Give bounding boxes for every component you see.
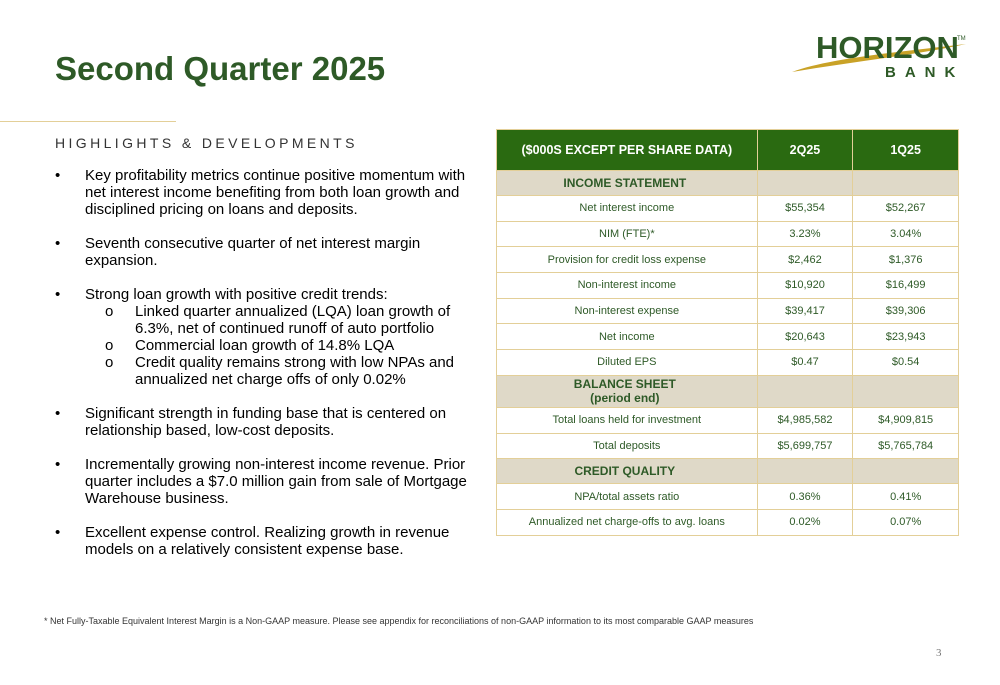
list-item-text: Incrementally growing non-interest income revenue. Prior quarter includes a $7.0 million gain from sale of Mortgage Warehouse business. (85, 456, 467, 507)
header-divider (0, 121, 176, 122)
table-row (497, 273, 959, 299)
sub-list-item (85, 354, 485, 388)
highlights-heading: HIGHLIGHTS & DEVELOPMENTS (55, 135, 358, 151)
financial-summary-table (496, 129, 959, 536)
cell-1q25: $4,909,815 (853, 407, 959, 433)
table-row (497, 324, 959, 350)
table-row (497, 509, 959, 535)
section-row-income-statement (497, 171, 959, 196)
bullet-icon: • (55, 456, 61, 473)
sub-list-item-text: Credit quality remains strong with low NPAs and annualized net charge offs of only 0.02% (135, 354, 455, 388)
row-label: Provision for credit loss expense (497, 247, 758, 273)
bullet-icon: • (55, 235, 61, 252)
list-item-text: Excellent expense control. Realizing growth in revenue models on a relatively consistent expense base. (85, 524, 450, 558)
sub-list-item-text: Commercial loan growth of 14.8% LQA (135, 337, 395, 354)
list-item (55, 235, 485, 269)
sub-list (55, 303, 485, 388)
list-item (55, 456, 485, 507)
cell-2q25: $0.47 (757, 350, 853, 376)
row-label: NPA/total assets ratio (497, 484, 758, 510)
sub-list-item (85, 303, 485, 337)
row-label: Non-interest income (497, 273, 758, 299)
row-label: Diluted EPS (497, 350, 758, 376)
sub-bullet-icon: o (105, 354, 114, 371)
list-item-text: Key profitability metrics continue positive momentum with net interest income benefiting from both loan growth and disciplined pricing on loans and deposits. (85, 167, 466, 218)
table-row (497, 196, 959, 222)
row-label: Total loans held for investment (497, 407, 758, 433)
list-item (55, 524, 485, 558)
section-row-credit-quality (497, 459, 959, 484)
page-title: Second Quarter 2025 (55, 50, 386, 87)
cell-1q25: $1,376 (853, 247, 959, 273)
table-header-row (497, 130, 959, 171)
table-row (497, 433, 959, 459)
cell-2q25: 0.36% (757, 484, 853, 510)
cell-2q25: $10,920 (757, 273, 853, 299)
column-header-1q25: 1Q25 (853, 130, 959, 171)
section-row-balance-sheet (497, 375, 959, 407)
horizon-bank-logo (790, 30, 970, 85)
cell-1q25: 0.07% (853, 509, 959, 535)
row-label: Total deposits (497, 433, 758, 459)
list-item (55, 405, 485, 439)
table-row (497, 350, 959, 376)
list-item-text: Seventh consecutive quarter of net interest margin expansion. (85, 235, 421, 269)
sub-list-item-text: Linked quarter annualized (LQA) loan growth of 6.3%, net of continued runoff of auto portfolio (135, 303, 451, 337)
bullet-icon: • (55, 524, 61, 541)
section-label: INCOME STATEMENT (497, 171, 758, 196)
cell-2q25: $2,462 (757, 247, 853, 273)
cell-2q25: $5,699,757 (757, 433, 853, 459)
table-row (497, 298, 959, 324)
cell-1q25: 0.41% (853, 484, 959, 510)
sub-list-item (85, 337, 485, 354)
logo-trademark: TM (957, 36, 966, 42)
bullet-icon: • (55, 167, 61, 184)
column-header-metric: ($000S EXCEPT PER SHARE DATA) (497, 130, 758, 171)
bullet-icon: • (55, 286, 61, 303)
cell-1q25: $0.54 (853, 350, 959, 376)
logo-bank-text: BANK (885, 64, 965, 81)
cell-2q25: $20,643 (757, 324, 853, 350)
cell-1q25: $23,943 (853, 324, 959, 350)
sub-bullet-icon: o (105, 337, 114, 354)
row-label: Net interest income (497, 196, 758, 222)
list-item (55, 167, 485, 218)
list-item-text: Significant strength in funding base that is centered on relationship based, low-cost deposits. (85, 405, 447, 439)
table-row (497, 484, 959, 510)
cell-1q25: $52,267 (853, 196, 959, 222)
cell-1q25: 3.04% (853, 221, 959, 247)
sub-bullet-icon: o (105, 303, 114, 320)
bullet-icon: • (55, 405, 61, 422)
row-label: NIM (FTE)* (497, 221, 758, 247)
list-item (55, 286, 485, 388)
highlights-list (55, 167, 485, 575)
row-label: Annualized net charge-offs to avg. loans (497, 509, 758, 535)
footnote: * Net Fully-Taxable Equivalent Interest Margin is a Non-GAAP measure. Please see appendix for reconciliations of non-GAAP information to its most comparable GAAP measures (44, 616, 754, 626)
cell-1q25: $39,306 (853, 298, 959, 324)
cell-2q25: $55,354 (757, 196, 853, 222)
table-row (497, 221, 959, 247)
row-label: Net income (497, 324, 758, 350)
column-header-2q25: 2Q25 (757, 130, 853, 171)
logo-wordmark: HORIZON (816, 30, 959, 65)
cell-2q25: $4,985,582 (757, 407, 853, 433)
cell-1q25: $16,499 (853, 273, 959, 299)
cell-2q25: $39,417 (757, 298, 853, 324)
section-label: CREDIT QUALITY (497, 459, 758, 484)
cell-2q25: 3.23% (757, 221, 853, 247)
cell-2q25: 0.02% (757, 509, 853, 535)
cell-1q25: $5,765,784 (853, 433, 959, 459)
section-label: BALANCE SHEET (period end) (497, 375, 758, 407)
page-number: 3 (936, 647, 942, 659)
table-row (497, 407, 959, 433)
table-row (497, 247, 959, 273)
row-label: Non-interest expense (497, 298, 758, 324)
list-item-text: Strong loan growth with positive credit trends: (85, 286, 388, 303)
